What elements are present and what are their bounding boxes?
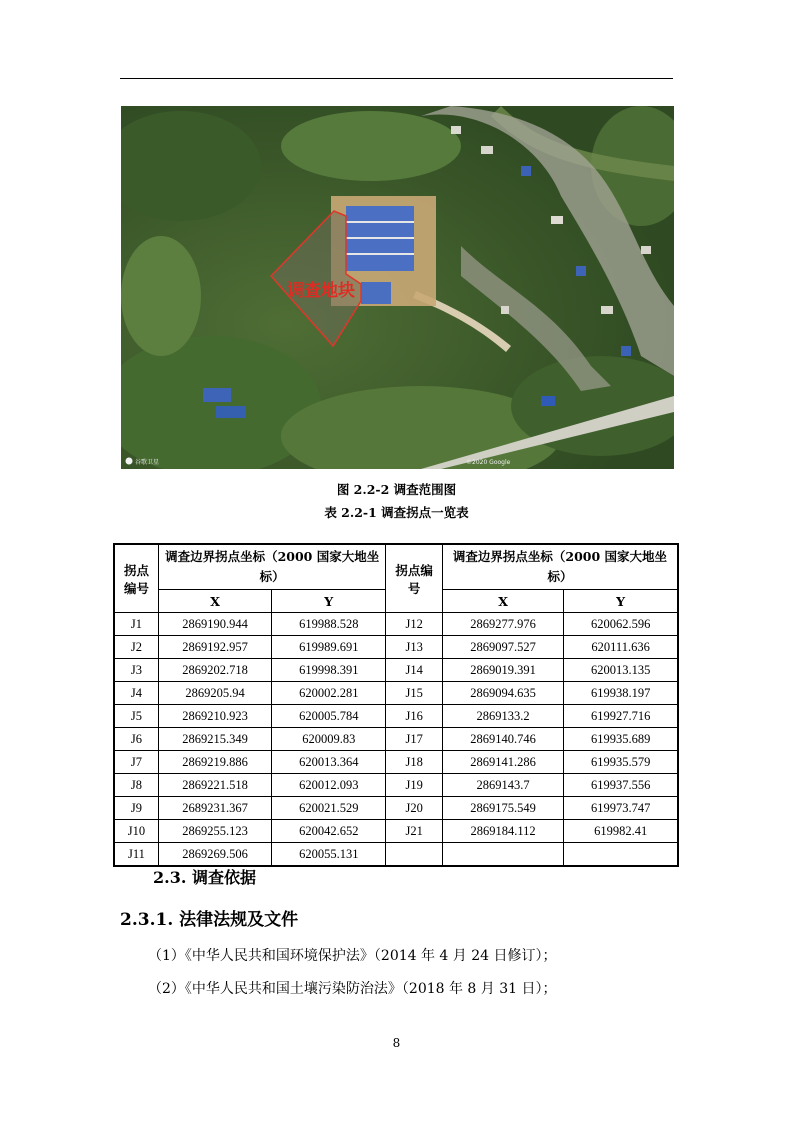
cell-l-y: 620002.281 bbox=[272, 682, 386, 705]
cell-r-y bbox=[564, 843, 678, 867]
law-item-2: （2）《中华人民共和国土壤污染防治法》（2018 年 8 月 31 日）； bbox=[148, 981, 557, 997]
section-heading: 2.3. 调查依据 bbox=[153, 868, 256, 887]
cell-l-y: 620005.784 bbox=[272, 705, 386, 728]
cell-r-y: 619935.689 bbox=[564, 728, 678, 751]
cell-l-id: J2 bbox=[114, 636, 158, 659]
cell-l-x: 2689231.367 bbox=[158, 797, 271, 820]
table-row bbox=[114, 797, 678, 820]
cell-r-x bbox=[442, 843, 563, 867]
cell-r-id: J18 bbox=[386, 751, 443, 774]
table-row bbox=[114, 774, 678, 797]
cell-r-y: 619973.747 bbox=[564, 797, 678, 820]
cell-l-x: 2869190.944 bbox=[158, 613, 271, 636]
cell-r-id: J15 bbox=[386, 682, 443, 705]
coordinate-table bbox=[113, 543, 679, 867]
cell-l-x: 2869192.957 bbox=[158, 636, 271, 659]
cell-l-id: J1 bbox=[114, 613, 158, 636]
cell-l-y: 619988.528 bbox=[272, 613, 386, 636]
cell-l-id: J10 bbox=[114, 820, 158, 843]
cell-r-id: J19 bbox=[386, 774, 443, 797]
cell-r-y: 619935.579 bbox=[564, 751, 678, 774]
cell-l-x: 2869205.94 bbox=[158, 682, 271, 705]
cell-r-y: 620062.596 bbox=[564, 613, 678, 636]
table-row bbox=[114, 751, 678, 774]
cell-r-id: J21 bbox=[386, 820, 443, 843]
cell-l-id: J8 bbox=[114, 774, 158, 797]
table-row bbox=[114, 705, 678, 728]
cell-r-y: 619937.556 bbox=[564, 774, 678, 797]
cell-r-y: 620111.636 bbox=[564, 636, 678, 659]
cell-r-x: 2869175.549 bbox=[442, 797, 563, 820]
page-number: 8 bbox=[392, 1036, 401, 1050]
cell-r-x: 2869019.391 bbox=[442, 659, 563, 682]
cell-r-id: J14 bbox=[386, 659, 443, 682]
satellite-map-image bbox=[121, 106, 674, 469]
figure-caption: 图 2.2-2 调查范围图 bbox=[336, 482, 457, 497]
header-x-left: X bbox=[158, 590, 271, 613]
cell-l-y: 619998.391 bbox=[272, 659, 386, 682]
cell-r-x: 2869133.2 bbox=[442, 705, 563, 728]
cell-r-y: 619982.41 bbox=[564, 820, 678, 843]
cell-l-x: 2869221.518 bbox=[158, 774, 271, 797]
cell-l-id: J6 bbox=[114, 728, 158, 751]
cell-l-x: 2869255.123 bbox=[158, 820, 271, 843]
law-item-1: （1）《中华人民共和国环境保护法》（2014 年 4 月 24 日修订）； bbox=[148, 948, 557, 964]
cell-r-id bbox=[386, 843, 443, 867]
cell-r-x: 2869097.527 bbox=[442, 636, 563, 659]
table-row bbox=[114, 613, 678, 636]
cell-l-y: 620021.529 bbox=[272, 797, 386, 820]
cell-r-id: J20 bbox=[386, 797, 443, 820]
cell-l-x: 2869219.886 bbox=[158, 751, 271, 774]
table-title: 表 2.2-1 调查拐点一览表 bbox=[324, 505, 469, 520]
table-row bbox=[114, 636, 678, 659]
cell-l-id: J7 bbox=[114, 751, 158, 774]
header-y-right: Y bbox=[564, 590, 678, 613]
header-point-id-right: 拐点编号 bbox=[386, 544, 443, 613]
header-rule bbox=[120, 78, 673, 79]
cell-l-id: J9 bbox=[114, 797, 158, 820]
cell-r-x: 2869140.746 bbox=[442, 728, 563, 751]
cell-l-y: 620042.652 bbox=[272, 820, 386, 843]
cell-r-id: J13 bbox=[386, 636, 443, 659]
header-coord-group-left: 调查边界拐点坐标（2000 国家大地坐标） bbox=[158, 544, 385, 590]
table-row bbox=[114, 843, 678, 867]
table-row bbox=[114, 659, 678, 682]
cell-l-id: J3 bbox=[114, 659, 158, 682]
map-parcel-label: 调查地块 bbox=[287, 281, 355, 301]
cell-r-id: J12 bbox=[386, 613, 443, 636]
cell-r-x: 2869143.7 bbox=[442, 774, 563, 797]
cell-r-y: 620013.135 bbox=[564, 659, 678, 682]
cell-l-y: 620012.093 bbox=[272, 774, 386, 797]
cell-l-x: 2869210.923 bbox=[158, 705, 271, 728]
table-row bbox=[114, 728, 678, 751]
table-row bbox=[114, 820, 678, 843]
cell-l-x: 2869269.506 bbox=[158, 843, 271, 867]
cell-r-y: 619927.716 bbox=[564, 705, 678, 728]
cell-l-y: 620055.131 bbox=[272, 843, 386, 867]
cell-l-y: 620013.364 bbox=[272, 751, 386, 774]
header-point-id-left: 拐点编号 bbox=[114, 544, 158, 613]
cell-r-x: 2869277.976 bbox=[442, 613, 563, 636]
cell-r-x: 2869094.635 bbox=[442, 682, 563, 705]
cell-l-id: J5 bbox=[114, 705, 158, 728]
cell-r-id: J16 bbox=[386, 705, 443, 728]
cell-l-y: 619989.691 bbox=[272, 636, 386, 659]
cell-l-x: 2869215.349 bbox=[158, 728, 271, 751]
header-x-right: X bbox=[442, 590, 563, 613]
cell-l-id: J4 bbox=[114, 682, 158, 705]
cell-r-id: J17 bbox=[386, 728, 443, 751]
map-watermark: ©2020 Google bbox=[466, 459, 511, 466]
cell-r-x: 2869141.286 bbox=[442, 751, 563, 774]
cell-l-x: 2869202.718 bbox=[158, 659, 271, 682]
cell-r-y: 619938.197 bbox=[564, 682, 678, 705]
map-logo-text: 谷歌卫星 bbox=[135, 459, 160, 466]
cell-l-y: 620009.83 bbox=[272, 728, 386, 751]
table-row bbox=[114, 682, 678, 705]
header-y-left: Y bbox=[272, 590, 386, 613]
cell-l-id: J11 bbox=[114, 843, 158, 867]
subsection-heading: 2.3.1. 法律法规及文件 bbox=[120, 910, 299, 930]
cell-r-x: 2869184.112 bbox=[442, 820, 563, 843]
header-coord-group-right: 调查边界拐点坐标（2000 国家大地坐标） bbox=[442, 544, 678, 590]
